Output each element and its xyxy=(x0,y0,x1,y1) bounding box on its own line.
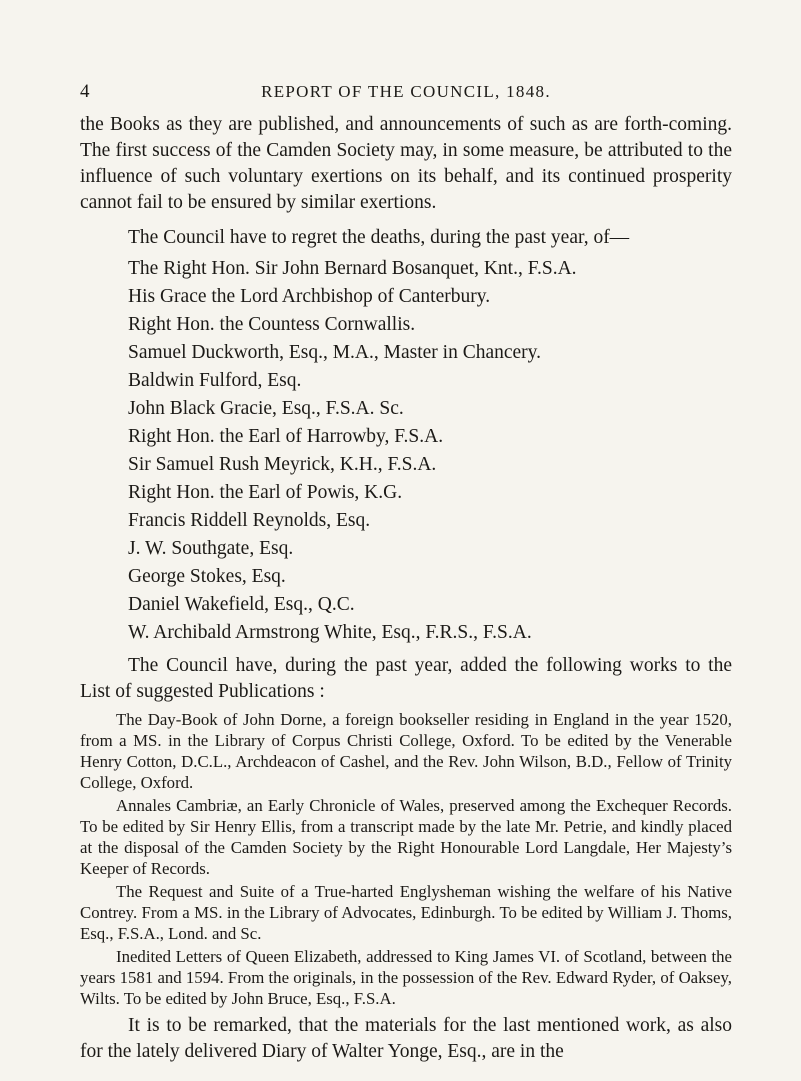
deceased-name: John Black Gracie, Esq., F.S.A. Sc. xyxy=(128,398,404,419)
page-header xyxy=(80,80,732,104)
publication-entry: The Day-Book of John Dorne, a foreign bookseller residing in England in the year 1520, from a MS. in the Library of Corpus Christi College, Oxford. To be edited by the Venerable Henry Cotton, D.C.L., Archdeacon of Cashel, and the Rev. John Wilson, B.D., Fellow of Trinity College, Oxford. xyxy=(80,710,732,792)
deceased-name: His Grace the Lord Archbishop of Canterbury. xyxy=(128,286,491,307)
deceased-name: Samuel Duckworth, Esq., M.A., Master in Chancery. xyxy=(128,342,542,363)
deceased-name: Baldwin Fulford, Esq. xyxy=(128,370,302,391)
deceased-name: The Right Hon. Sir John Bernard Bosanquet, Knt., F.S.A. xyxy=(128,258,577,279)
deceased-name: Right Hon. the Countess Cornwallis. xyxy=(128,314,416,335)
additions-intro: The Council have, during the past year, added the following works to the List of suggested Publications : xyxy=(80,655,732,702)
closing-paragraph: It is to be remarked, that the materials for the last mentioned work, as also for the lately delivered Diary of Walter Yonge, Esq., are in the xyxy=(80,1015,732,1062)
running-title: REPORT OF THE COUNCIL, 1848. xyxy=(261,82,551,101)
intro-paragraph: the Books as they are published, and announcements of such as are forth-coming. The first success of the Camden Society may, in some measure, be attributed to the influence of such voluntary exertions on its behalf, and its continued prosperity cannot fail to be ensured by similar exertions. xyxy=(80,114,732,213)
deceased-name: W. Archibald Armstrong White, Esq., F.R.S., F.S.A. xyxy=(128,622,532,643)
page-body xyxy=(80,112,732,1065)
deceased-name: George Stokes, Esq. xyxy=(128,566,286,587)
deceased-name: Francis Riddell Reynolds, Esq. xyxy=(128,510,371,531)
deceased-name: Daniel Wakefield, Esq., Q.C. xyxy=(128,594,355,615)
page-number: 4 xyxy=(80,81,90,102)
publication-entry: Inedited Letters of Queen Elizabeth, addressed to King James VI. of Scotland, between the years 1581 and 1594. From the originals, in the possession of the Rev. Edward Ryder, of Oaksey, Wilts. To be edited by John Bruce, Esq., F.S.A. xyxy=(80,947,732,1008)
deceased-name: Right Hon. the Earl of Harrowby, F.S.A. xyxy=(128,426,444,447)
deceased-name: Right Hon. the Earl of Powis, K.G. xyxy=(128,482,403,503)
deceased-list xyxy=(128,255,732,647)
publication-entry: The Request and Suite of a True-harted Englysheman wishing the welfare of his Native Contrey. From a MS. in the Library of Advocates, Edinburgh. To be edited by William J. Thoms, Esq., F.S.A., Lond. and Sc. xyxy=(80,882,732,943)
publication-entry: Annales Cambriæ, an Early Chronicle of Wales, preserved among the Exchequer Records. To be edited by Sir Henry Ellis, from a transcript made by the late Mr. Petrie, and kindly placed at the disposal of the Camden Society by the Right Honourable Lord Langdale, Her Majesty’s Keeper of Records. xyxy=(80,796,732,878)
deaths-intro: The Council have to regret the deaths, during the past year, of— xyxy=(128,227,630,248)
deceased-name: Sir Samuel Rush Meyrick, K.H., F.S.A. xyxy=(128,454,437,475)
suggested-publications-list xyxy=(80,709,732,1009)
deceased-name: J. W. Southgate, Esq. xyxy=(128,538,294,559)
